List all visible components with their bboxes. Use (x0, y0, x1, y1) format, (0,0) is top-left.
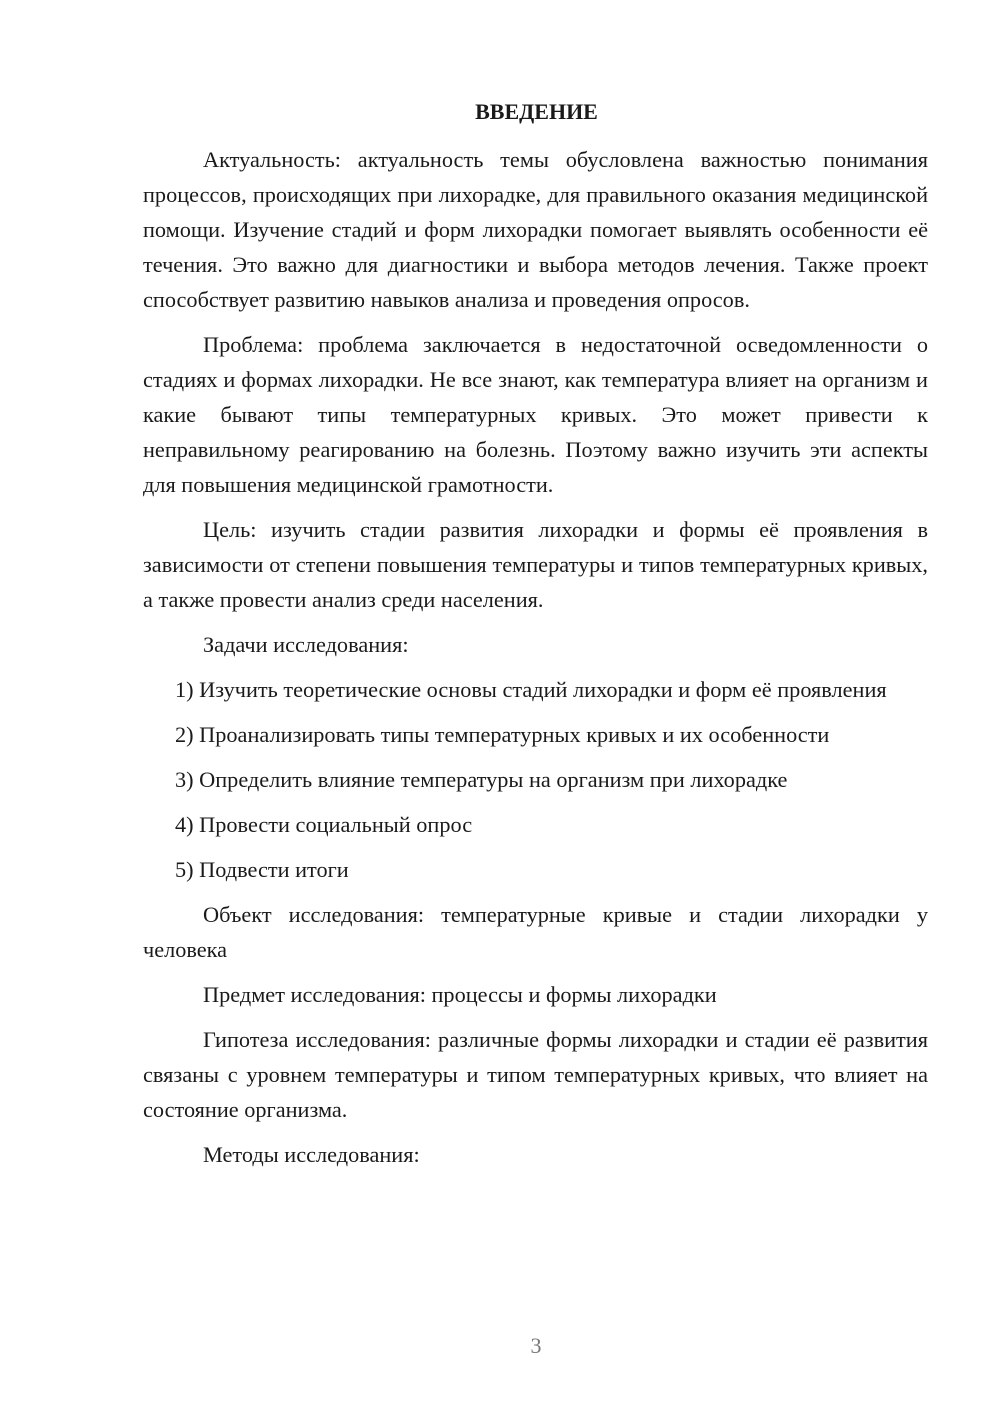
list-item: 4) Провести социальный опрос (175, 812, 473, 837)
page-number: 3 (530, 1333, 542, 1358)
hypothesis-paragraph: Гипотеза исследования: различные формы лихорадки и стадии её развития связаны с уровнем температуры и типом температурных кривых, что влияет на состояние организма. (143, 1027, 928, 1122)
tasks-heading: Задачи исследования: (203, 632, 409, 657)
methods-heading: Методы исследования: (203, 1142, 420, 1167)
list-item: 2) Проанализировать типы температурных кривых и их особенности (175, 722, 830, 747)
relevance-paragraph: Актуальность: актуальность темы обусловлена важностью понимания процессов, происходящих при лихорадке, для правильного оказания медицинской помощи. Изучение стадий и форм лихорадки помогает выявлять особенности её течения. Это важно для диагностики и выбора методов лечения. Также проект способствует развитию навыков анализа и проведения опросов. (143, 147, 928, 312)
tasks-list (143, 672, 928, 887)
page-title: ВВЕДЕНИЕ (475, 99, 598, 124)
list-item: 5) Подвести итоги (175, 857, 349, 882)
list-item: 1) Изучить теоретические основы стадий лихорадки и форм её проявления (175, 677, 887, 702)
problem-paragraph: Проблема: проблема заключается в недостаточной осведомленности о стадиях и формах лихорадки. Не все знают, как температура влияет на организм и какие бывают типы температурных кривых. Это может привести к неправильному реагированию на болезнь. Поэтому важно изучить эти аспекты для повышения медицинской грамотности. (143, 332, 928, 497)
document-page (143, 96, 928, 1172)
object-paragraph: Объект исследования: температурные кривые и стадии лихорадки у человека (143, 902, 928, 962)
list-item: 3) Определить влияние температуры на организм при лихорадке (175, 767, 788, 792)
goal-paragraph: Цель: изучить стадии развития лихорадки и формы её проявления в зависимости от степени повышения температуры и типов температурных кривых, а также провести анализ среди населения. (143, 517, 928, 612)
subject-paragraph: Предмет исследования: процессы и формы лихорадки (203, 982, 717, 1007)
